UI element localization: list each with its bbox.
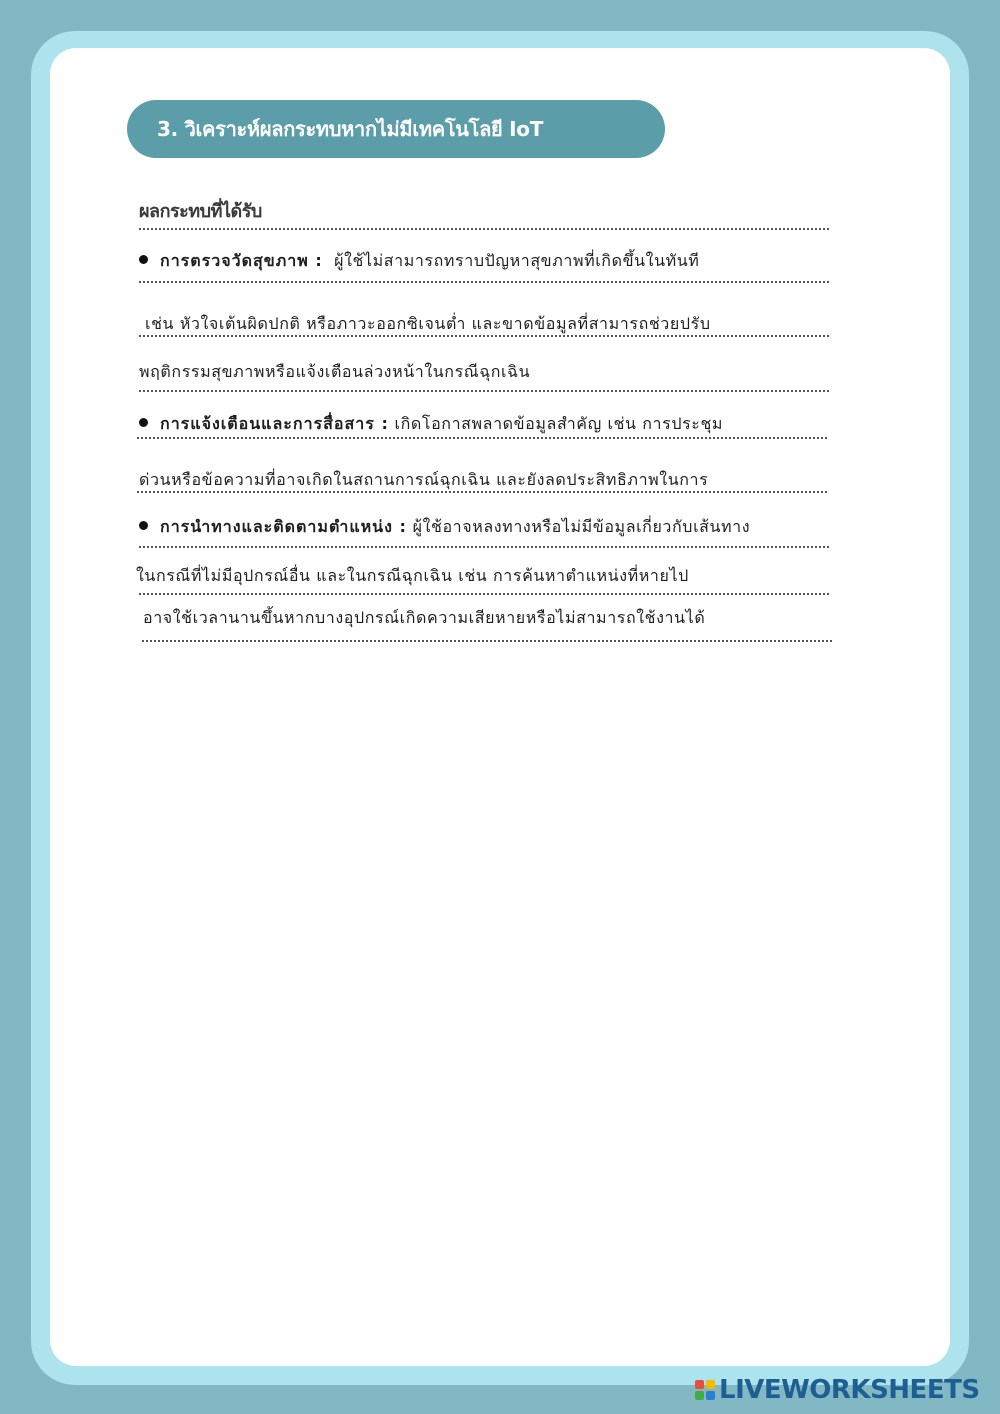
dotted-line [139, 281, 829, 283]
logo-square [695, 1391, 704, 1400]
bullet-icon [139, 521, 148, 530]
answer-line [139, 412, 723, 437]
logo-mark-icon [695, 1380, 715, 1400]
answer-line [145, 312, 711, 337]
dotted-line [139, 390, 829, 392]
subheading: ผลกระทบที่ได้รับ [139, 201, 262, 222]
item-text: พฤติกรรมสุขภาพหรือแจ้งเตือนล่วงหน้าในกรณีฉุกเฉิน [139, 362, 531, 381]
answer-line [139, 468, 708, 493]
bullet-icon [139, 255, 148, 264]
item-label: การนำทางและติดตามตำแหน่ง : [160, 517, 407, 536]
item-text: ผู้ใช้อาจหลงทางหรือไม่มีข้อมูลเกี่ยวกับเส้นทาง [412, 517, 751, 536]
logo-square [695, 1380, 704, 1389]
logo-square [706, 1391, 715, 1400]
answer-line [139, 515, 750, 540]
section-title: 3. วิเคราะห์ผลกระทบหากไม่มีเทคโนโลยี IoT [127, 100, 665, 158]
dotted-line [139, 593, 829, 595]
item-label: การแจ้งเตือนและการสื่อสาร : [160, 414, 389, 433]
answer-line [136, 564, 689, 589]
answer-line [139, 360, 530, 385]
item-text: ด่วนหรือข้อความที่อาจเกิดในสถานการณ์ฉุกเฉิน และยังลดประสิทธิภาพในการ [139, 470, 709, 489]
brand-name: LIVEWORKSHEETS [719, 1375, 980, 1405]
dotted-line [139, 228, 829, 230]
liveworksheets-logo [695, 1376, 980, 1404]
item-text: ในกรณีที่ไม่มีอุปกรณ์อื่น และในกรณีฉุกเฉิน เช่น การค้นหาตำแหน่งที่หายไป [136, 566, 689, 585]
logo-square [706, 1380, 715, 1389]
worksheet-page [50, 48, 950, 1366]
dotted-line [137, 437, 827, 439]
item-text: เกิดโอกาสพลาดข้อมูลสำคัญ เช่น การประชุม [394, 414, 724, 433]
answer-line [139, 249, 699, 274]
item-text: เช่น หัวใจเต้นผิดปกติ หรือภาวะออกซิเจนต่ำ และขาดข้อมูลที่สามารถช่วยปรับ [145, 314, 711, 333]
dotted-line [142, 640, 832, 642]
dotted-line [139, 546, 829, 548]
item-text: ผู้ใช้ไม่สามารถทราบปัญหาสุขภาพที่เกิดขึ้นในทันที [334, 251, 700, 270]
item-text: อาจใช้เวลานานขึ้นหากบางอุปกรณ์เกิดความเสียหายหรือไม่สามารถใช้งานได้ [143, 608, 706, 627]
bullet-icon [139, 418, 148, 427]
answer-line [143, 606, 705, 631]
item-label: การตรวจวัดสุขภาพ : [160, 251, 323, 270]
